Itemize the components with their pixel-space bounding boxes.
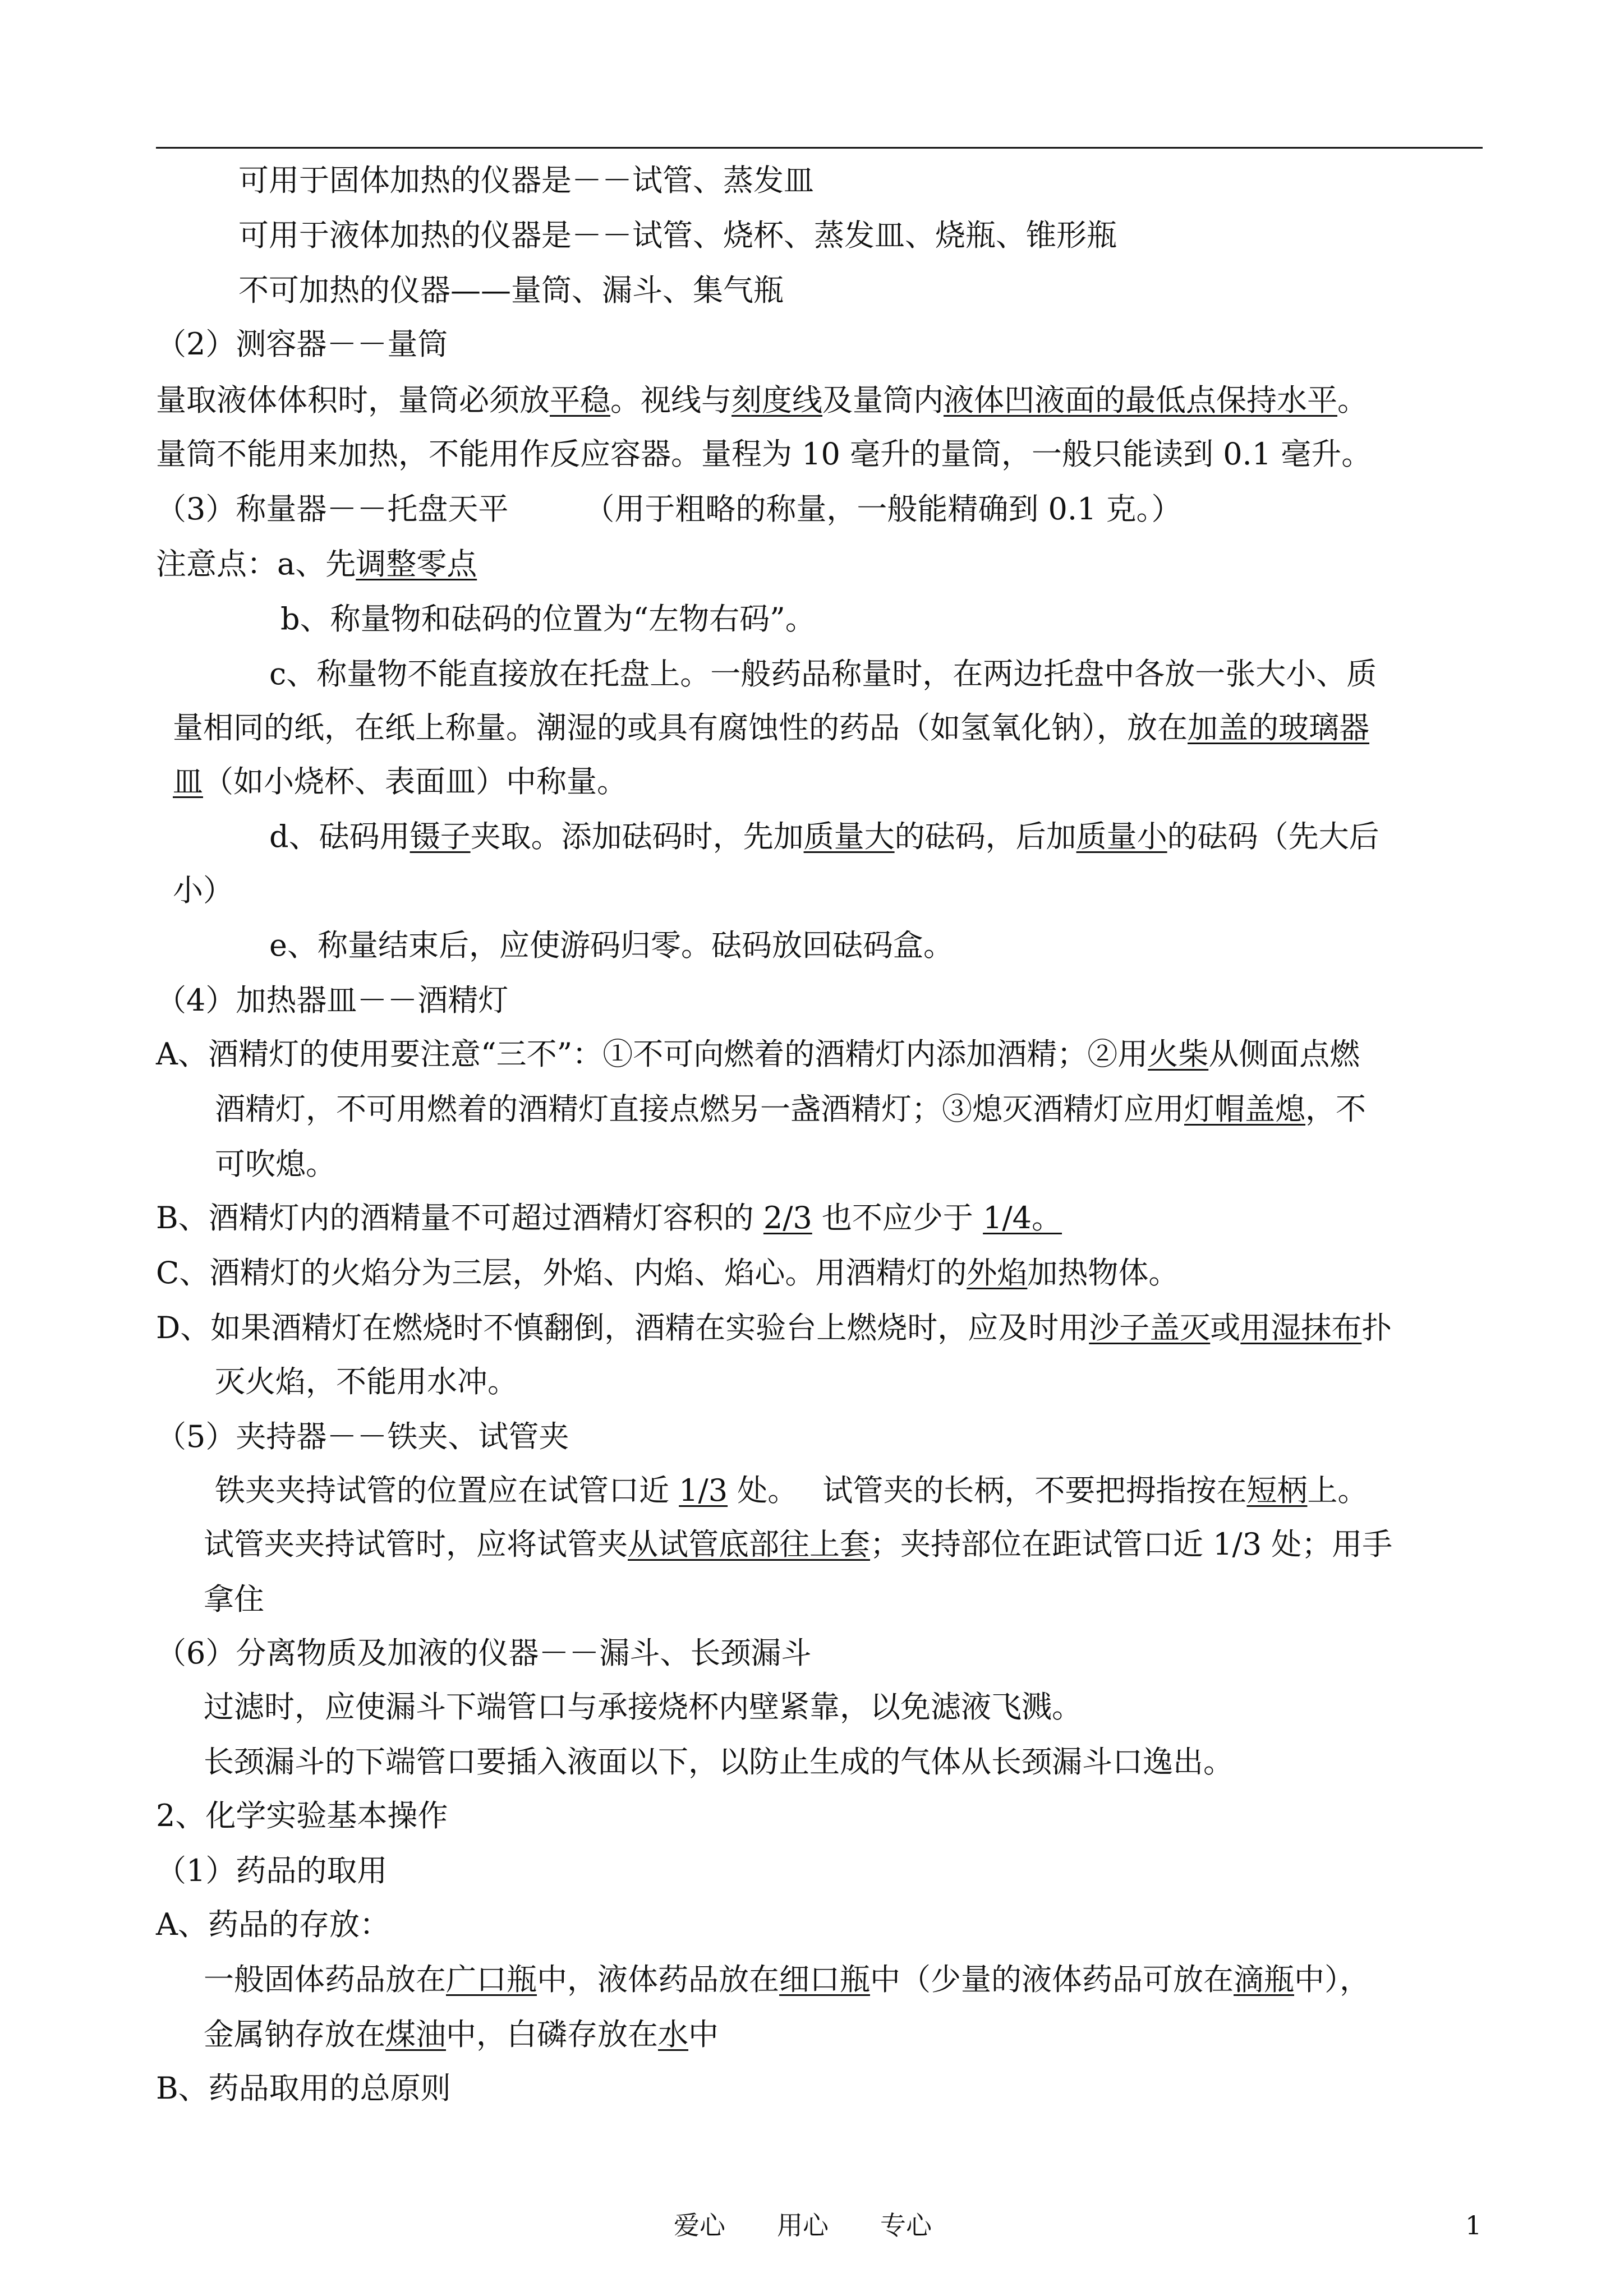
text-line xyxy=(156,1310,1392,1346)
text-segment: 处。 试管夹的长柄，不要把拇指按在 xyxy=(728,1473,1247,1508)
text-segment: 及量筒内 xyxy=(822,382,944,418)
text-segment: 中，液体药品放在 xyxy=(537,1962,779,1997)
text-segment: 中，白磷存放在 xyxy=(446,2017,658,2052)
text-line xyxy=(204,1527,1392,1562)
text-segment: e、称量结束后，应使游码归零。砝码放回砝码盒。 xyxy=(269,928,954,963)
text-line xyxy=(204,2017,719,2053)
text-segment: 中）， xyxy=(1294,1962,1370,1997)
footer-motto: 爱心 用心 专心 xyxy=(674,2210,932,2240)
text-segment: 金属钠存放在 xyxy=(204,2017,385,2052)
underlined-text: 质量小 xyxy=(1076,819,1167,854)
text-segment: 中 xyxy=(688,2017,719,2052)
text-segment: （5）夹持器－－铁夹、试管夹 xyxy=(156,1419,569,1454)
text-line xyxy=(204,1962,1370,1998)
text-segment: 也不应少于 xyxy=(812,1200,983,1235)
text-segment: 中（少量的液体药品可放在 xyxy=(870,1962,1234,1997)
text-segment: B、药品取用的总原则 xyxy=(156,2071,451,2106)
text-line xyxy=(156,2071,451,2106)
text-line xyxy=(156,326,448,362)
underlined-text: 镊子 xyxy=(410,819,471,854)
text-segment: 一般固体药品放在 xyxy=(204,1962,446,1997)
text-line xyxy=(156,1635,811,1671)
underlined-text: 2/3 xyxy=(763,1200,812,1235)
underlined-text: 煤油 xyxy=(385,2017,446,2052)
text-segment: ；夹持部位在距试管口近 1/3 处；用手 xyxy=(870,1527,1393,1562)
underlined-text: 调整零点 xyxy=(356,546,477,582)
page-number: 1 xyxy=(1465,2210,1482,2240)
text-line xyxy=(156,1907,390,1943)
text-segment: （4）加热器皿－－酒精灯 xyxy=(156,983,509,1018)
text-segment: （1）药品的取用 xyxy=(156,1853,388,1888)
text-line xyxy=(280,601,816,637)
underlined-text: 刻度线 xyxy=(732,382,822,418)
text-segment: C、酒精灯的火焰分为三层，外焰、内焰、焰心。用酒精灯的 xyxy=(156,1255,967,1290)
text-segment: 铁夹夹持试管的位置应在试管口近 xyxy=(215,1473,679,1508)
header-rule xyxy=(156,147,1483,149)
text-segment: 。视线与 xyxy=(610,382,732,418)
underlined-text: 外焰 xyxy=(967,1255,1028,1290)
underlined-text: 液体凹液面的最低点保持水平 xyxy=(944,382,1337,418)
text-segment: 上。 xyxy=(1307,1473,1368,1508)
text-segment: 加热物体。 xyxy=(1027,1255,1179,1290)
text-line xyxy=(204,1689,1082,1725)
text-line xyxy=(156,1419,569,1455)
underlined-text: 皿 xyxy=(173,764,203,799)
underlined-text: 火柴 xyxy=(1148,1036,1209,1072)
text-line xyxy=(156,491,1182,527)
text-line xyxy=(173,873,233,909)
underlined-text: 加盖的玻璃器 xyxy=(1188,710,1369,745)
text-segment: 过滤时，应使漏斗下端管口与承接烧杯内壁紧靠，以免滤液飞溅。 xyxy=(204,1689,1082,1725)
underlined-text: 平稳 xyxy=(550,382,610,418)
text-segment: 小） xyxy=(173,873,233,908)
text-segment: 量筒不能用来加热，不能用作反应容器。量程为 10 毫升的量筒，一般只能读到 0.1 毫升。 xyxy=(156,436,1372,472)
text-segment: c、称量物不能直接放在托盘上。一般药品称量时，在两边托盘中各放一张大小、质 xyxy=(269,656,1377,691)
text-line xyxy=(215,1473,1368,1509)
text-segment: 灭火焰，不能用水冲。 xyxy=(215,1364,518,1399)
text-line xyxy=(204,1582,264,1617)
text-segment: d、砝码用 xyxy=(269,819,410,854)
text-line xyxy=(238,163,814,199)
text-segment: （3）称量器－－托盘天平 （用于粗略的称量，一般能精确到 0.1 克。） xyxy=(156,491,1182,527)
text-segment: （6）分离物质及加液的仪器－－漏斗、长颈漏斗 xyxy=(156,1635,812,1671)
text-line xyxy=(238,218,1117,253)
text-line xyxy=(173,764,627,800)
text-segment: 不可加热的仪器——量筒、漏斗、集气瓶 xyxy=(238,273,784,308)
text-line xyxy=(269,819,1379,855)
text-line xyxy=(215,1091,1366,1127)
text-segment: A、酒精灯的使用要注意“三不”：①不可向燃着的酒精灯内添加酒精；②用 xyxy=(156,1036,1148,1072)
text-segment: 或 xyxy=(1210,1310,1241,1345)
text-line xyxy=(156,436,1372,472)
text-segment: 可吹熄。 xyxy=(215,1146,336,1182)
text-segment: 的砝码（先大后 xyxy=(1167,819,1379,854)
text-line xyxy=(156,1200,1062,1236)
text-segment: 拿住 xyxy=(204,1582,264,1617)
text-segment: 注意点：a、先 xyxy=(156,546,356,582)
underlined-text: 1/3 xyxy=(679,1473,728,1508)
text-segment: 长颈漏斗的下端管口要插入液面以下，以防止生成的气体从长颈漏斗口逸出。 xyxy=(204,1744,1234,1779)
text-segment: 可用于液体加热的仪器是－－试管、烧杯、蒸发皿、烧瓶、锥形瓶 xyxy=(238,218,1117,253)
text-line xyxy=(156,1036,1360,1072)
underlined-text: 质量大 xyxy=(803,819,895,854)
text-line xyxy=(269,656,1377,692)
underlined-text: 沙子盖灭 xyxy=(1089,1310,1211,1345)
underlined-text: 细口瓶 xyxy=(779,1962,870,1997)
text-segment: （如小烧杯、表面皿）中称量。 xyxy=(203,764,627,799)
underlined-text: 从试管底部往上套 xyxy=(628,1527,870,1562)
text-line xyxy=(156,546,477,582)
text-line xyxy=(269,928,954,963)
underlined-text: 滴瓶 xyxy=(1234,1962,1294,1997)
text-segment: 扑 xyxy=(1361,1310,1392,1345)
text-line xyxy=(215,1364,518,1400)
text-segment: A、药品的存放： xyxy=(156,1907,390,1942)
text-segment: （2）测容器－－量筒 xyxy=(156,326,448,362)
text-segment: b、称量物和砝码的位置为“左物右码”。 xyxy=(280,601,816,637)
text-line xyxy=(156,1853,387,1889)
text-segment: 夹取。添加砝码时，先加 xyxy=(470,819,804,854)
text-line xyxy=(173,710,1369,746)
text-segment: 量相同的纸，在纸上称量。潮湿的或具有腐蚀性的药品（如氢氧化钠），放在 xyxy=(173,710,1188,745)
text-line xyxy=(156,1255,1179,1291)
underlined-text: 水 xyxy=(658,2017,688,2052)
text-segment: B、酒精灯内的酒精量不可超过酒精灯容积的 xyxy=(156,1200,763,1235)
text-segment: 的砝码，后加 xyxy=(894,819,1076,854)
text-line xyxy=(238,273,784,308)
text-line xyxy=(215,1146,336,1182)
underlined-text: 短柄 xyxy=(1246,1473,1308,1508)
underlined-text: 广口瓶 xyxy=(446,1962,537,1997)
text-segment: 量取液体体积时，量筒必须放 xyxy=(156,382,550,418)
text-line xyxy=(156,1798,448,1834)
text-segment: 试管夹夹持试管时，应将试管夹 xyxy=(204,1527,628,1562)
underlined-text: 灯帽盖熄 xyxy=(1184,1091,1305,1127)
underlined-text: 1/4。 xyxy=(983,1200,1062,1235)
text-line xyxy=(156,983,508,1018)
text-segment: D、如果酒精灯在燃烧时不慎翻倒，酒精在实验台上燃烧时，应及时用 xyxy=(156,1310,1089,1345)
text-line xyxy=(204,1744,1234,1780)
text-segment: 。 xyxy=(1337,382,1368,418)
text-segment: 可用于固体加热的仪器是－－试管、蒸发皿 xyxy=(238,163,814,198)
underlined-text: 用湿抹布 xyxy=(1240,1310,1362,1345)
text-segment: 从侧面点燃 xyxy=(1208,1036,1360,1072)
text-segment: 酒精灯，不可用燃着的酒精灯直接点燃另一盏酒精灯；③熄灭酒精灯应用 xyxy=(215,1091,1184,1127)
text-segment: ，不 xyxy=(1305,1091,1366,1127)
text-line xyxy=(156,382,1368,418)
text-segment: 2、化学实验基本操作 xyxy=(156,1798,448,1833)
